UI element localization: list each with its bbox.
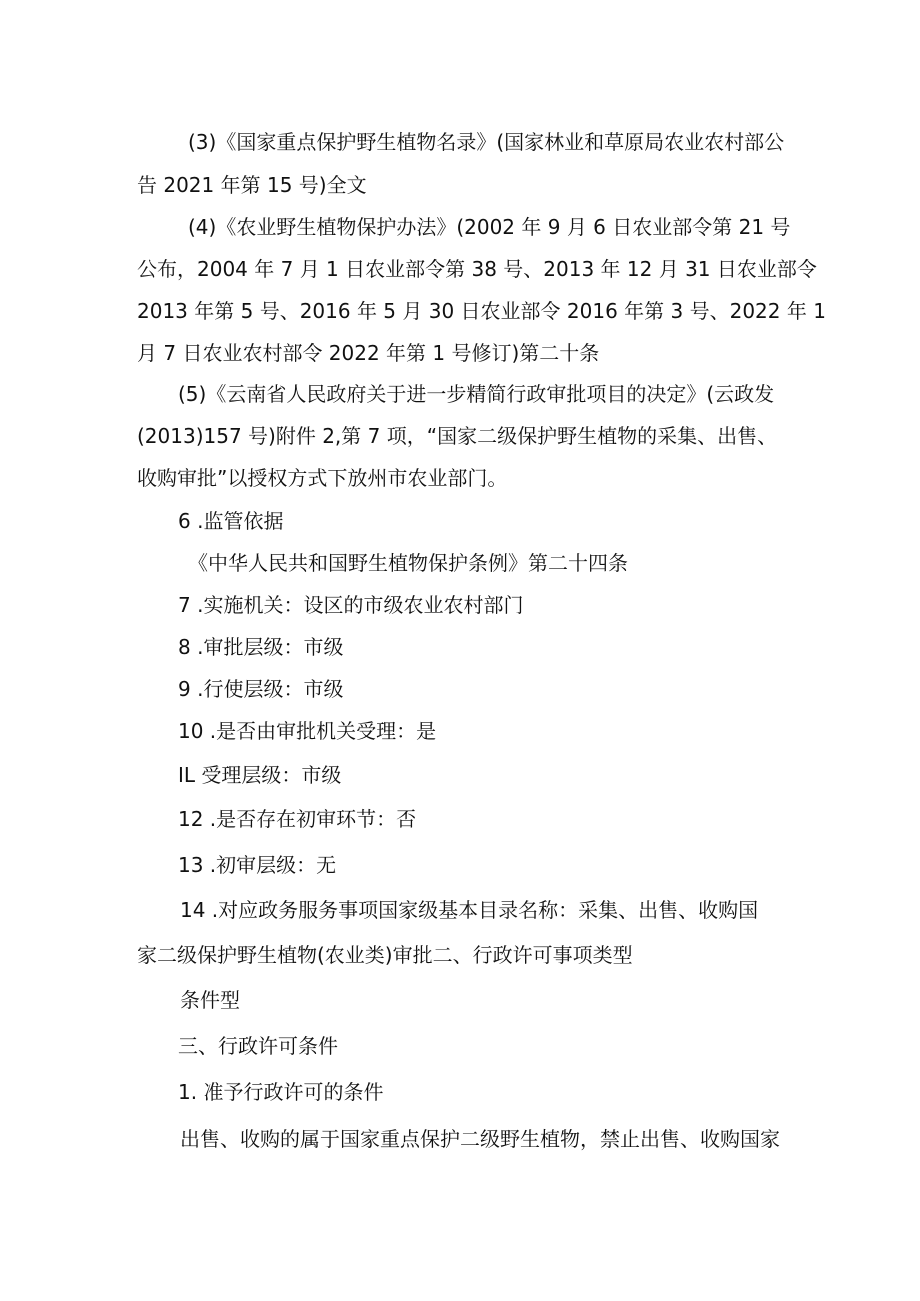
section-heading: 8 .审批层级：市级 — [178, 635, 344, 659]
paragraph-line: 出售、收购的属于国家重点保护二级野生植物，禁止出售、收购国家 — [180, 1127, 780, 1151]
paragraph-line: (4)《农业野生植物保护办法》(2002 年 9 月 6 日农业部令第 21 号 — [188, 215, 791, 239]
paragraph-line: (2013)157 号)附件 2,第 7 项，“国家二级保护野生植物的采集、出售、 — [137, 424, 778, 448]
paragraph-line: 条件型 — [180, 988, 240, 1012]
section-heading: 9 .行使层级：市级 — [178, 677, 344, 701]
section-heading: 7 .实施机关：设区的市级农业农村部门 — [178, 593, 524, 617]
section-heading: 6 .监管依据 — [178, 509, 284, 533]
paragraph-line: 告 2021 年第 15 号)全文 — [137, 173, 367, 197]
paragraph-line: 公布，2004 年 7 月 1 日农业部令第 38 号、2013 年 12 月 31 日农业部令 — [137, 257, 817, 281]
paragraph-line: 收购审批”以授权方式下放州市农业部门。 — [137, 466, 508, 490]
paragraph-line: 《中华人民共和国野生植物保护条例》第二十四条 — [188, 551, 628, 575]
section-heading: 1. 准予行政许可的条件 — [178, 1080, 384, 1104]
paragraph-line: 家二级保护野生植物(农业类)审批二、行政许可事项类型 — [137, 943, 633, 967]
paragraph-line: 2013 年第 5 号、2016 年 5 月 30 日农业部令 2016 年第 3 号、2022 年 1 — [137, 299, 826, 323]
section-heading: 13 .初审层级：无 — [178, 853, 337, 877]
section-heading: 三、行政许可条件 — [178, 1034, 338, 1058]
paragraph-line: (5)《云南省人民政府关于进一步精简行政审批项目的决定》(云政发 — [178, 382, 775, 406]
paragraph-line: (3)《国家重点保护野生植物名录》(国家林业和草原局农业农村部公 — [188, 130, 785, 154]
paragraph-line: 月 7 日农业农村部令 2022 年第 1 号修订)第二十条 — [137, 341, 600, 365]
section-heading: 14 .对应政务服务事项国家级基本目录名称：采集、出售、收购国 — [180, 898, 759, 922]
section-heading: 10 .是否由审批机关受理：是 — [178, 719, 437, 743]
section-heading: 12 .是否存在初审环节：否 — [178, 807, 417, 831]
section-heading: IL 受理层级：市级 — [178, 763, 342, 787]
